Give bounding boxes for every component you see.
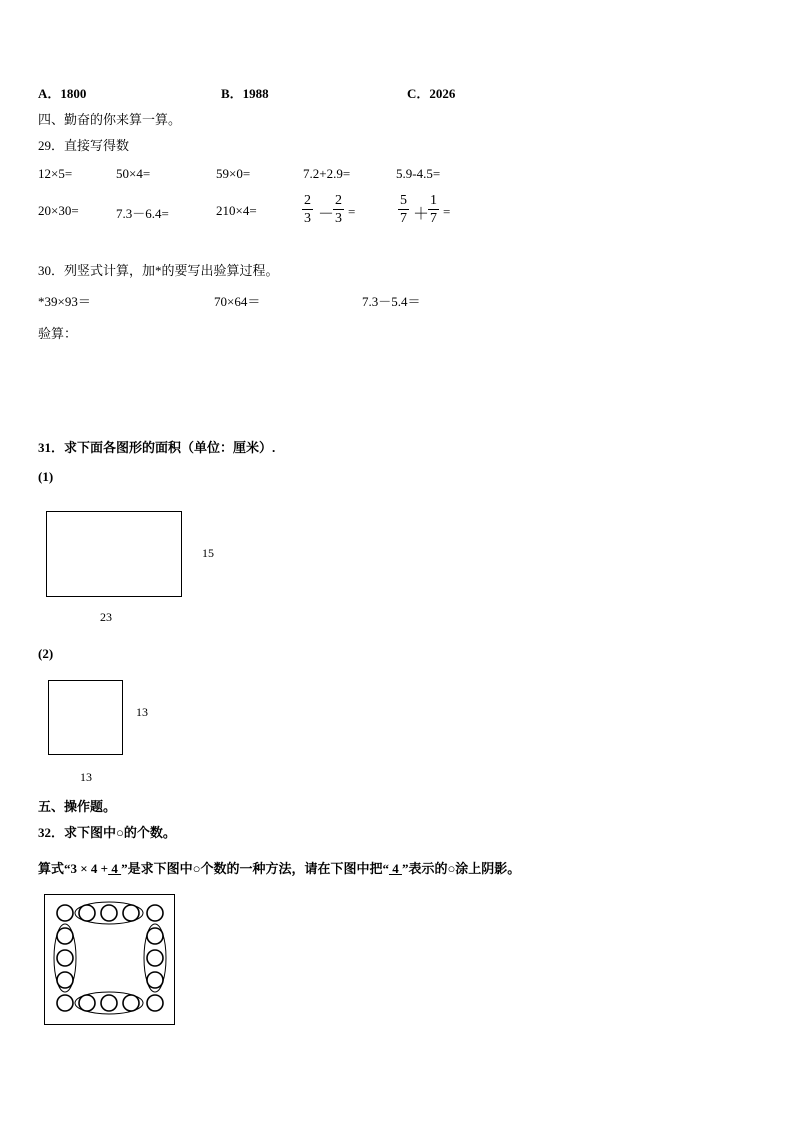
fraction-2-3-b	[333, 193, 344, 226]
circle	[147, 950, 163, 966]
circle	[101, 995, 117, 1011]
rectangle-figure	[46, 511, 182, 597]
circle	[57, 972, 73, 988]
q29-item: 7.2+2.9=	[303, 166, 351, 181]
q31-title: 31．求下面各图形的面积（单位：厘米）.	[38, 440, 276, 455]
equals-sign: =	[348, 204, 356, 219]
rectangle-width-label: 23	[100, 610, 112, 624]
q32-instruction	[38, 858, 520, 877]
figure-2-label: (2)	[38, 646, 54, 661]
fraction-5-7	[398, 193, 409, 226]
fraction-bar	[333, 209, 344, 210]
q29-item: 5.9-4.5=	[396, 166, 441, 181]
option-b: B．1988	[221, 86, 269, 101]
fraction-2-3-a	[302, 193, 313, 226]
circle	[147, 905, 163, 921]
fraction-numerator: 2	[335, 193, 342, 208]
q29-item: 59×0=	[216, 166, 251, 181]
section-5-title: 五、操作题。	[38, 799, 117, 814]
fraction-bar	[302, 209, 313, 210]
rectangle-height-label: 15	[202, 546, 214, 560]
circle	[79, 995, 95, 1011]
instruction-text: 算式“3 × 4	[38, 861, 101, 876]
circle	[57, 950, 73, 966]
equals-sign: =	[443, 204, 451, 219]
q30-item: 70×64＝	[214, 294, 261, 309]
option-c: C．2026	[407, 86, 456, 101]
circle	[147, 972, 163, 988]
instruction-plus: +	[100, 861, 109, 876]
q29-item: 12×5=	[38, 166, 73, 181]
fraction-denominator: 7	[430, 211, 437, 226]
q29-item: 50×4=	[116, 166, 151, 181]
circle	[57, 905, 73, 921]
plus-sign: ＋	[413, 206, 430, 223]
instruction-underlined-four: 4	[108, 861, 122, 876]
fraction-denominator: 7	[400, 211, 407, 226]
circle	[79, 905, 95, 921]
square-figure	[48, 680, 123, 755]
circle	[57, 995, 73, 1011]
fraction-numerator: 1	[430, 193, 437, 208]
fraction-bar	[428, 209, 439, 210]
q29-item: 20×30=	[38, 203, 79, 218]
fraction-denominator: 3	[335, 211, 342, 226]
circles-diagram	[44, 894, 176, 1026]
check-label: 验算：	[38, 326, 78, 341]
fraction-bar	[398, 209, 409, 210]
q29-title: 29．直接写得数	[38, 138, 130, 153]
circle	[101, 905, 117, 921]
figure-1-label: (1)	[38, 469, 54, 484]
q30-title: 30．列竖式计算，加*的要写出验算过程。	[38, 263, 279, 278]
circle	[123, 905, 139, 921]
section-4-title: 四、勤奋的你来算一算。	[38, 112, 182, 127]
q29-item: 7.3－6.4=	[116, 206, 169, 221]
q30-item: *39×93＝	[38, 294, 91, 309]
instruction-text: ”是求下图中○个数的一种方法，请在下图中把“	[121, 861, 389, 876]
option-a: A．1800	[38, 86, 87, 101]
q32-title: 32．求下图中○的个数。	[38, 825, 176, 840]
fraction-1-7	[428, 193, 439, 226]
q30-item: 7.3－5.4＝	[362, 294, 421, 309]
circle	[147, 995, 163, 1011]
q29-item: 210×4=	[216, 203, 257, 218]
instruction-text: ”表示的○涂上阴影。	[401, 861, 521, 876]
instruction-underlined-four: 4	[388, 861, 402, 876]
fraction-numerator: 2	[304, 193, 311, 208]
fraction-numerator: 5	[400, 193, 407, 208]
square-height-label: 13	[136, 705, 148, 719]
square-width-label: 13	[80, 770, 92, 784]
circle	[123, 995, 139, 1011]
circle	[57, 928, 73, 944]
minus-sign: －	[318, 206, 335, 223]
fraction-denominator: 3	[304, 211, 311, 226]
circle	[147, 928, 163, 944]
